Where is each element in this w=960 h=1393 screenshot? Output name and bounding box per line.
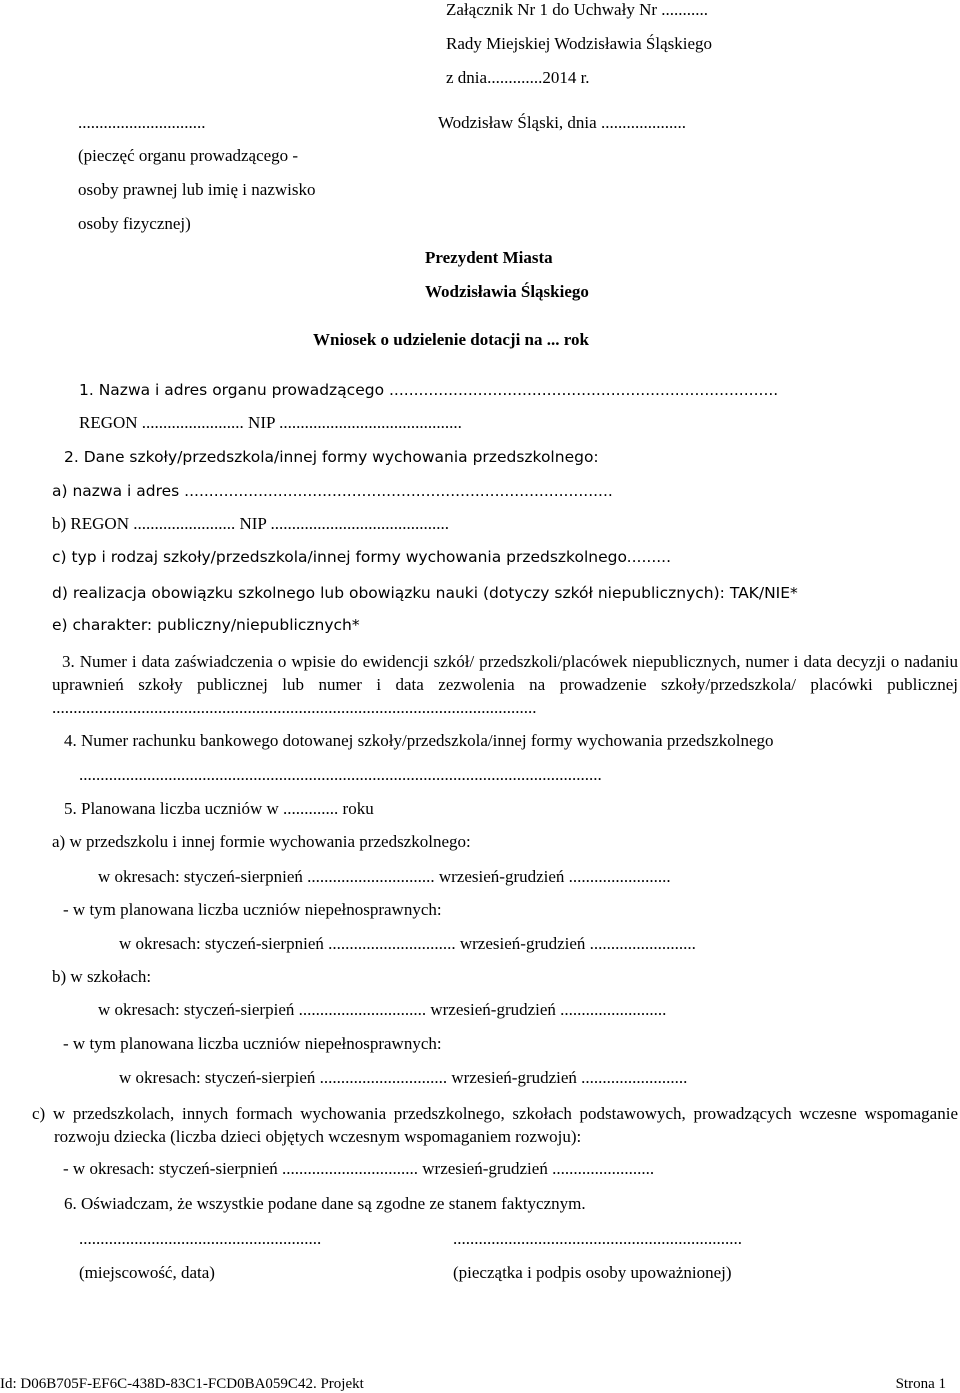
section5-c-periods: - w okresach: styczeń-sierpnień ................................ wrzesień-grudzień ........................ xyxy=(63,1159,655,1178)
section4-text: 4. Numer rachunku bankowego dotowanej szkoły/przedszkola/innej formy wychowania przedszkolnego xyxy=(64,731,774,750)
stamp-caption-1: (pieczęć organu prowadzącego - xyxy=(78,146,299,165)
council-line: Rady Miejskiej Wodzisławia Śląskiego xyxy=(446,34,713,53)
section5-b-disabled: - w tym planowana liczba uczniów niepełnosprawnych: xyxy=(63,1034,442,1053)
section3-text xyxy=(52,650,958,719)
section5-a-disabled: - w tym planowana liczba uczniów niepełnosprawnych: xyxy=(63,900,442,919)
section3-text-content: 3. Numer i data zaświadczenia o wpisie do ewidencji szkół/ przedszkoli/placówek niepublicznych, numer i data decyzji o nadaniu uprawnień szkoły publicznej lub numer i data zezwolenia na prowadzenie szkoły/przedszkola/ placówki publicznej .................................................................................................................. xyxy=(52,652,958,717)
document-id: Id: D06B705F-EF6C-438D-83C1-FCD0BA059C42. Projekt xyxy=(0,1376,364,1392)
addressee-line-1: Prezydent Miasta xyxy=(425,248,553,267)
section5-c xyxy=(32,1102,958,1148)
section2-a: a) nazwa i adres ....................................................................................... xyxy=(52,482,613,500)
place-date-label: (miejscowość, data) xyxy=(79,1263,215,1282)
section5-c-content: c) w przedszkolach, innych formach wychowania przedszkolnego, szkołach podstawowych, prowadzących wczesne wspomaganie rozwoju dziecka (liczba dzieci objętych wczesnym wspomaganiem rozwoju): xyxy=(32,1104,958,1146)
section5-a-disabled-periods: w okresach: styczeń-sierpnień .............................. wrzesień-grudzień ......................... xyxy=(119,934,696,953)
section5-a-periods: w okresach: styczeń-sierpnień .............................. wrzesień-grudzień ........................ xyxy=(98,867,671,886)
attachment-line: Załącznik Nr 1 do Uchwały Nr ........... xyxy=(446,0,709,19)
date-line: z dnia.............2014 r. xyxy=(446,68,590,87)
section1-name: 1. Nazwa i adres organu prowadzącego ............................................................................... xyxy=(79,381,779,399)
place-date-dots: ......................................................... xyxy=(79,1229,322,1248)
section2-d: d) realizacja obowiązku szkolnego lub obowiązku nauki (dotyczy szkół niepublicznych): TAK/NIE* xyxy=(52,584,798,602)
section6-statement: 6. Oświadczam, że wszystkie podane dane są zgodne ze stanem faktycznym. xyxy=(64,1194,586,1213)
section5-b-disabled-periods: w okresach: styczeń-sierpień .............................. wrzesień-grudzień ......................... xyxy=(119,1068,688,1087)
signature-label: (pieczątka i podpis osoby upoważnionej) xyxy=(453,1263,732,1282)
section4-dots: ........................................................................................................................... xyxy=(79,765,602,784)
section2-heading: 2. Dane szkoły/przedszkola/innej formy wychowania przedszkolnego: xyxy=(64,448,599,466)
section2-b: b) REGON ........................ NIP .......................................... xyxy=(52,514,449,533)
section5-b-periods: w okresach: styczeń-sierpień .............................. wrzesień-grudzień ......................... xyxy=(98,1000,667,1019)
page-number: Strona 1 xyxy=(895,1376,946,1392)
stamp-dots: .............................. xyxy=(78,113,206,132)
section5-a: a) w przedszkolu i innej formie wychowania przedszkolnego: xyxy=(52,832,471,851)
addressee-line-2: Wodzisławia Śląskiego xyxy=(425,282,589,301)
stamp-caption-3: osoby fizycznej) xyxy=(78,214,191,233)
section5-heading: 5. Planowana liczba uczniów w ............. roku xyxy=(64,799,374,818)
stamp-caption-2: osoby prawnej lub imię i nazwisko xyxy=(78,180,316,199)
section2-e: e) charakter: publiczny/niepublicznych* xyxy=(52,616,360,634)
section5-b: b) w szkołach: xyxy=(52,967,152,986)
signature-dots: .................................................................... xyxy=(453,1229,742,1248)
place-date: Wodzisław Śląski, dnia .................... xyxy=(438,113,686,132)
section2-c: c) typ i rodzaj szkoły/przedszkola/innej formy wychowania przedszkolnego......... xyxy=(52,548,672,566)
document-title: Wniosek o udzielenie dotacji na ... rok xyxy=(313,330,589,349)
section1-regon-nip: REGON ........................ NIP ........................................... xyxy=(79,413,462,432)
